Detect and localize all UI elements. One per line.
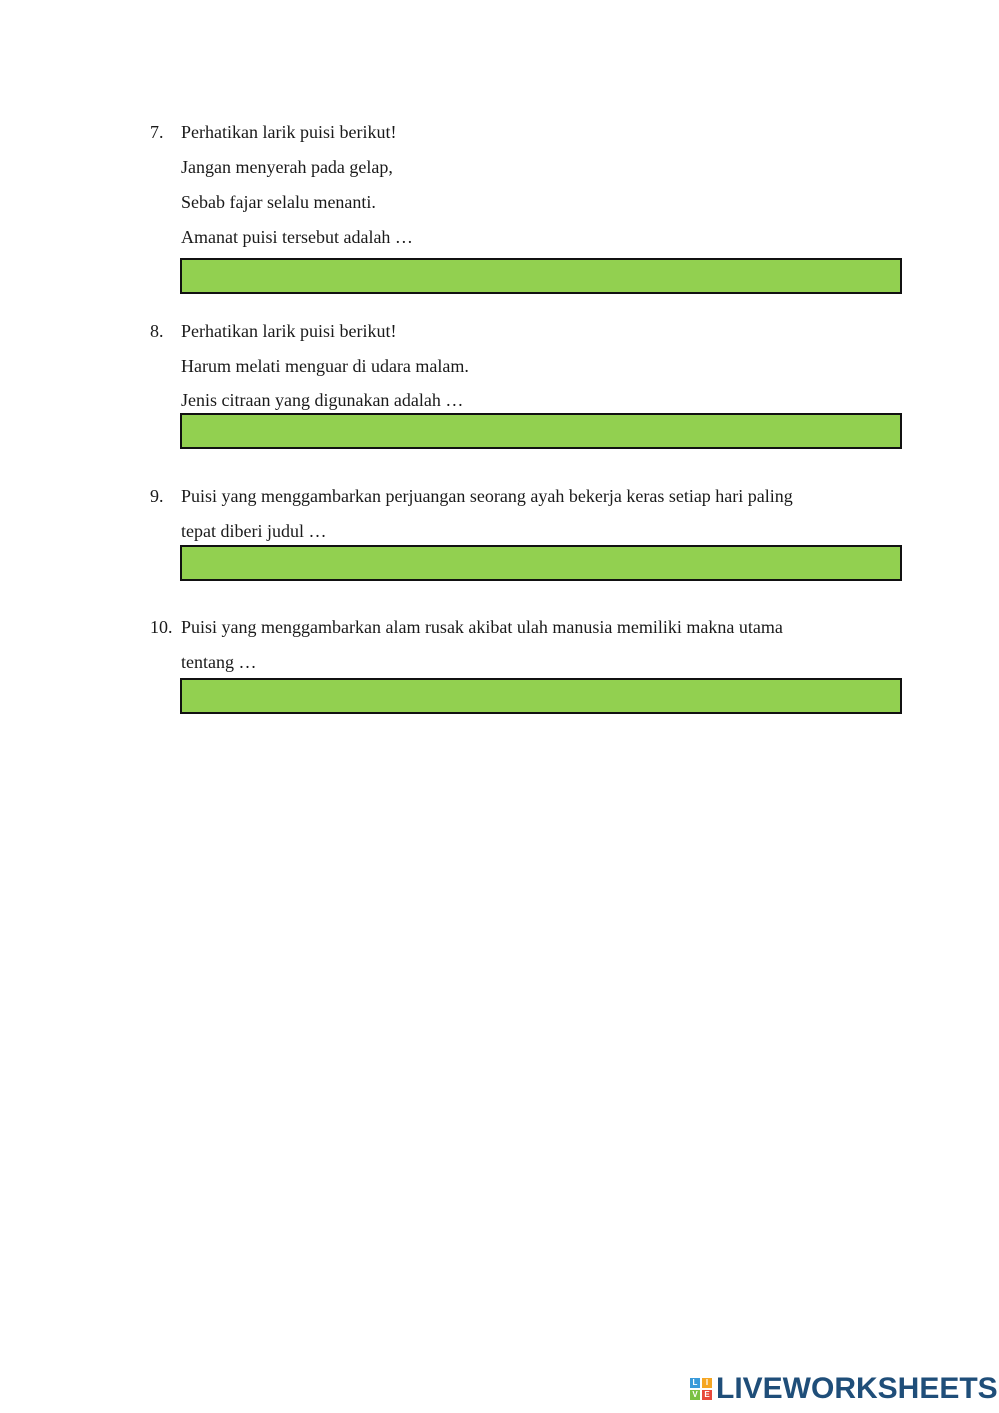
answer-box-7[interactable] bbox=[180, 258, 902, 294]
logo-letter-i: I bbox=[702, 1378, 712, 1388]
question-text-continued: tepat diberi judul … bbox=[181, 521, 327, 541]
answer-box-10[interactable] bbox=[180, 678, 902, 714]
question-text-continued: tentang … bbox=[181, 652, 257, 672]
question-number: 8. bbox=[150, 321, 164, 341]
answer-box-8[interactable] bbox=[180, 413, 902, 449]
poem-line: Harum melati menguar di udara malam. bbox=[181, 356, 469, 376]
poem-line: Jangan menyerah pada gelap, bbox=[181, 157, 393, 177]
question-text: Perhatikan larik puisi berikut! bbox=[181, 122, 397, 142]
question-number: 7. bbox=[150, 122, 164, 142]
answer-box-9[interactable] bbox=[180, 545, 902, 581]
logo-letter-v: V bbox=[690, 1390, 700, 1400]
question-prompt: Amanat puisi tersebut adalah … bbox=[181, 227, 413, 247]
liveworksheets-logo bbox=[690, 1374, 998, 1404]
question-number: 9. bbox=[150, 486, 164, 506]
question-text: Puisi yang menggambarkan perjuangan seorang ayah bekerja keras setiap hari paling bbox=[181, 486, 793, 506]
question-text: Puisi yang menggambarkan alam rusak akibat ulah manusia memiliki makna utama bbox=[181, 617, 783, 637]
question-text: Perhatikan larik puisi berikut! bbox=[181, 321, 397, 341]
question-prompt: Jenis citraan yang digunakan adalah … bbox=[181, 390, 464, 410]
logo-live-icon bbox=[690, 1378, 712, 1400]
logo-letter-e: E bbox=[702, 1390, 712, 1400]
logo-letter-l: L bbox=[690, 1378, 700, 1388]
logo-text: LIVEWORKSHEETS bbox=[716, 1372, 998, 1405]
poem-line: Sebab fajar selalu menanti. bbox=[181, 192, 376, 212]
question-number: 10. bbox=[150, 617, 173, 637]
